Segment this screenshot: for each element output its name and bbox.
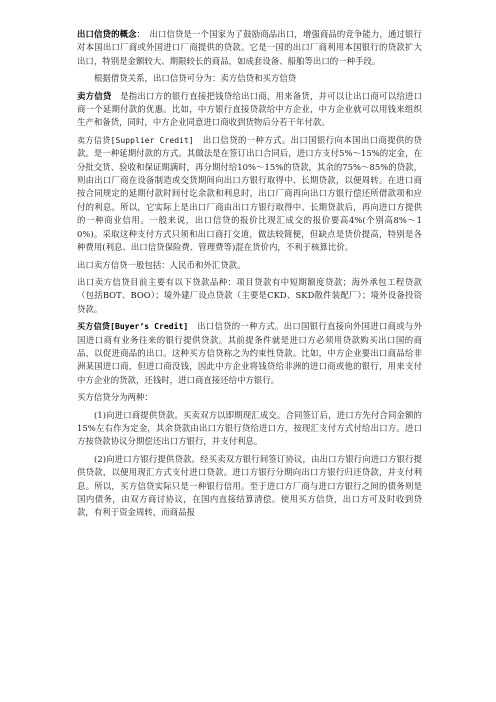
paragraph-supplier-credit xyxy=(77,134,422,255)
text-export-credit-definition: ： 出口信贷是一个国家为了鼓励商品出口，增强商品的竞争能力，通过银行对本国出口厂商或外国进口厂商提供的贷款。它是一国的出口厂商利用本国银行的贷款扩大出口，特别是金额较大、期限较长的商品，如成套设备、船舶等出口的一种手段。 xyxy=(77,29,422,66)
paragraph-concept xyxy=(77,28,422,68)
term-seller-credit: 卖方信贷 xyxy=(77,90,112,101)
text-seller-credit-definition: 是指出口方的银行直接把钱贷给出口商，用来备货，并可以让出口商可以给进口商一个延期付款的优惠。比如，中方银行直接贷款给中方企业，中方企业就可以用钱来组织生产和备货，同时，中方企业同意进口商收到货物后分若干年付款。 xyxy=(77,90,423,128)
paragraph-buyer-credit-types: 买方信贷分为两种： xyxy=(77,392,153,403)
paragraph-classification: 根据借贷关系，出口信贷可分为：卖方信贷和买方信贷 xyxy=(94,73,297,84)
term-export-credit: 出口信贷的概念 xyxy=(77,29,137,39)
paragraph-seller-credit xyxy=(77,90,422,130)
paragraph-buyer-credit-type-2: (2)向进口方银行提供贷款。经买卖双方银行间签订协议，由出口方银行向进口方银行提供贷款，以便用现汇方式支付进口贷款。进口方银行分期向出口方银行归还贷款，并支付利息。所以，买方信贷实际只是一种银行信用。至于进口方厂商与进口方银行之间的债务则是国内债务，由双方商讨协议，在国内直接结算清偿。使用买方信贷，出口方可及时收到贷款，有利于资金周转，而商品报 xyxy=(77,453,422,518)
text-buyer-credit: 出口信贷的一种方式。出口国银行直接向外国进口商或与外国进口商有业务往来的银行提供贷款。其前提条件就是进口方必须用贷款购买出口国的商品，以促进商品的出口。这种买方信贷称之为约束性贷款。比如，中方企业要出口商品给非洲某国进口商，但进口商没钱，因此中方企业将钱贷给非洲的进口商或他的银行，用来支付中方企业的货款，还钱时，进口商直接还给中方银行。 xyxy=(77,321,422,385)
document-page xyxy=(77,28,422,524)
paragraph-buyer-credit-type-1: (1)向进口商提供贷款。买卖双方以即期现汇成交。合同签订后，进口方先付合同金额的15%左右作为定金，其余贷款由出口方银行贷给进口方，按现汇支付方式付给出口方。进口方按贷款协议分期偿还出口方银行，并支付利息。 xyxy=(77,409,422,447)
paragraph-buyer-credit xyxy=(77,320,422,387)
text-supplier-credit: 出口信贷的一种方式。出口国银行向本国出口商提供的贷款。是一种延期付款的方式。其做法是在签订出口合同后，进口方支付5%～15%的定金，在分批交货、验收和保证期满时，再分期付给10%～15%的贷款，其余的75%～85%的贷款，则由出口厂商在设备制造或交货期间向出口方银行取得中、长期贷款，以便周转。在进口商按合同规定的延期付款时间付讫余款和利息时，出口厂商再向出口方银行偿还所借款项和应付的利息。所以，它实际上是出口厂商由出口方银行取得中、长期贷款后，再向进口方提供的一种商业信用。一般来说，出口信贷的报价比现汇成交的报价要高4%(个别高8%～10%)。采取这种支付方式只须和出口商打交道，做法较简便，但缺点是货价提高，特别是各种费用(利息、出口信贷保险费、管理费等)混在货价内，不利于核算比价。 xyxy=(77,134,422,253)
term-supplier-credit: 卖方信贷[Supplier Credit] xyxy=(77,135,194,145)
paragraph-seller-credit-currency: 出口卖方信贷一般包括：人民币和外汇贷款。 xyxy=(77,259,246,270)
paragraph-seller-credit-products: 出口卖方信贷目前主要有以下贷款品种：项目贷款有中短期额度贷款；海外承包工程贷款（包括BOT、BOO）；境外建厂设点贷款（主要是CKD、SKD散件装配厂）；境外设备投资贷款。 xyxy=(77,276,422,314)
term-buyer-credit: 买方信贷[Buyer’s Credit] xyxy=(77,322,189,332)
